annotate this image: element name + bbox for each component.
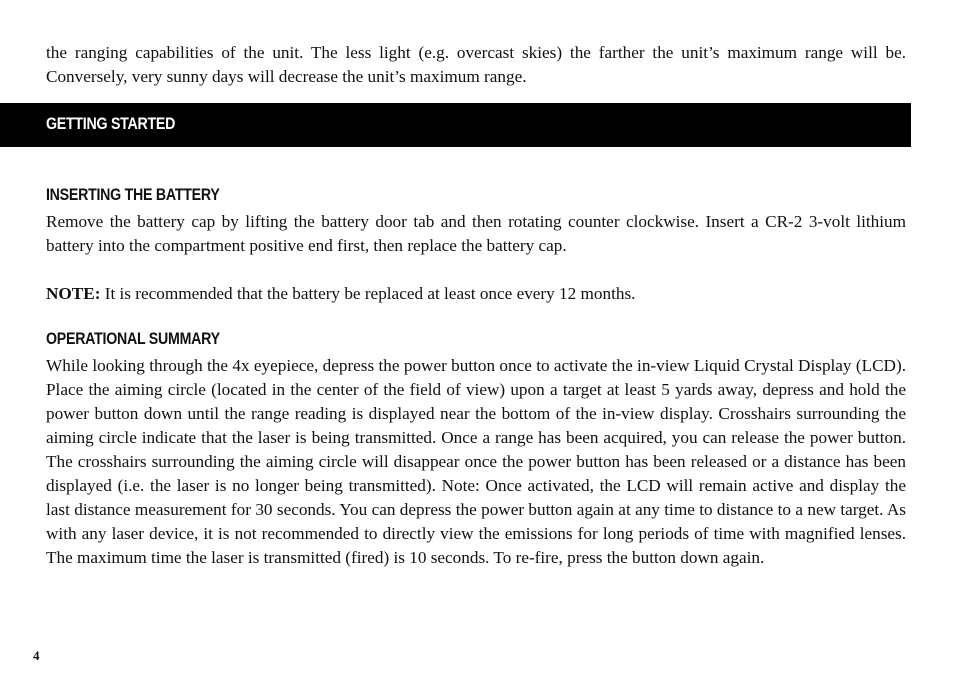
section-title: GETTING STARTED — [46, 115, 176, 133]
intro-paragraph: the ranging capabilities of the unit. The less light (e.g. overcast skies) the farther the unit’s maximum range will be. Conversely, very sunny days will decrease the unit’s maximum range. — [46, 43, 906, 86]
note-label: NOTE: — [46, 284, 101, 303]
battery-heading: INSERTING THE BATTERY — [46, 186, 220, 204]
section-header-bar — [0, 103, 911, 147]
operational-summary-paragraph: While looking through the 4x eyepiece, depress the power button once to activate the in-view Liquid Crystal Display (LCD). Place the aiming circle (located in the center of the field of view) upon a target at least 5 yards away, depress and hold the power button down until the range reading is displayed near the bottom of the in-view display. Crosshairs surrounding the aiming circle indicate that the laser is being transmitted. Once a range has been acquired, you can release the power button. The crosshairs surrounding the aiming circle will disappear once the power button has been released or a distance has been displayed (i.e. the laser is no longer being transmitted). Note: Once activated, the LCD will remain active and display the last distance measurement for 30 seconds. You can depress the power button again at any time to distance to a new target. As with any laser device, it is not recommended to directly view the emissions for long periods of time with magnified lenses. The maximum time the laser is transmitted (fired) is 10 seconds. To re-fire, press the button down again. — [46, 356, 906, 567]
battery-paragraph: Remove the battery cap by lifting the battery door tab and then rotating counter clockwise. Insert a CR-2 3-volt lithium battery into the compartment positive end first, then replace the battery cap. — [46, 212, 906, 255]
note-paragraph — [46, 282, 906, 306]
page-number: 4 — [33, 648, 40, 663]
note-text: It is recommended that the battery be replaced at least once every 12 months. — [100, 284, 636, 303]
operational-summary-heading: OPERATIONAL SUMMARY — [46, 330, 220, 348]
